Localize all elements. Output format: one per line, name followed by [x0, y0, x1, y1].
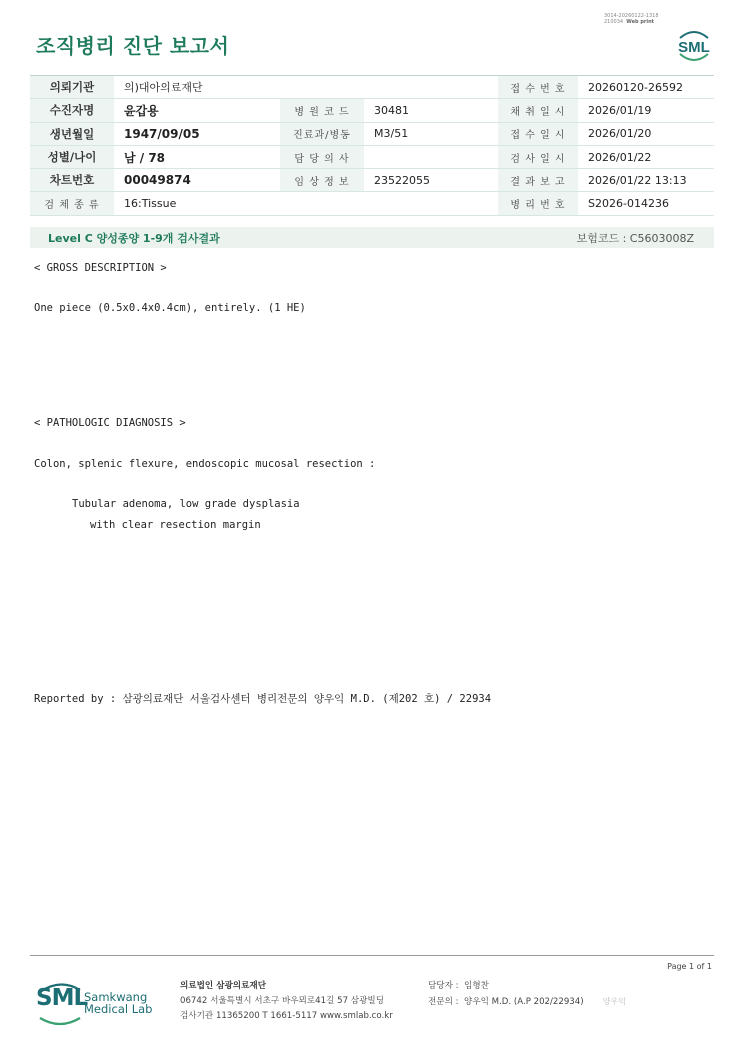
diagnosis-line2: with clear resection margin: [90, 519, 261, 531]
info-label: 검 체 종 류: [30, 192, 114, 215]
info-label: 차트번호: [30, 169, 114, 192]
info-label: [280, 192, 364, 215]
info-label: [280, 76, 364, 99]
info-value: [364, 192, 498, 215]
specialist-name: 양우익 M.D. (A.P 202/22934): [464, 997, 584, 1007]
info-value: 1947/09/05: [114, 122, 280, 145]
doc-code-line2: 210034: [604, 19, 624, 25]
info-label: 병 리 번 호: [498, 192, 578, 215]
web-print-label: Web print: [626, 19, 655, 25]
info-value: 2026/01/22: [578, 145, 714, 168]
info-value: 남 / 78: [114, 145, 280, 168]
specialist-signature: 양우익: [602, 997, 626, 1006]
specialist-label: 전문의 :: [428, 997, 459, 1007]
info-label: 의뢰기관: [30, 76, 114, 99]
info-row: [30, 122, 714, 145]
info-value: [364, 76, 498, 99]
info-value: 2026/01/19: [578, 99, 714, 122]
info-label: 성별/나이: [30, 145, 114, 168]
logo-subtitle: [84, 991, 152, 1015]
info-value: 윤갑용: [114, 99, 280, 122]
info-label: 수진자명: [30, 99, 114, 122]
info-value: S2026-014236: [578, 192, 714, 215]
logo-top-text: SML: [678, 39, 710, 56]
logo-sub-line1: Samkwang: [84, 990, 148, 1004]
footer-org-info: [180, 979, 393, 1024]
info-value: 00049874: [114, 169, 280, 192]
info-row: [30, 192, 714, 215]
sml-logo-bottom: [36, 980, 166, 1028]
info-label: 병 원 코 드: [280, 99, 364, 122]
diagnosis-heading: < PATHOLOGIC DIAGNOSIS >: [34, 417, 186, 429]
gross-heading: < GROSS DESCRIPTION >: [34, 262, 167, 274]
info-value: M3/51: [364, 122, 498, 145]
manager-name: 임형찬: [464, 981, 489, 991]
info-label: 임 상 정 보: [280, 169, 364, 192]
info-row: [30, 169, 714, 192]
patient-info-table: [30, 75, 714, 216]
info-value: 2026/01/22 13:13: [578, 169, 714, 192]
test-level-label: Level C 양성종양 1-9개 검사결과: [48, 231, 220, 245]
manager-label: 담당자 :: [428, 981, 459, 991]
logo-sub-line2: Medical Lab: [84, 1002, 153, 1016]
gross-text: One piece (0.5x0.4x0.4cm), entirely. (1 HE): [34, 302, 306, 314]
info-value: 30481: [364, 99, 498, 122]
diagnosis-site: Colon, splenic flexure, endoscopic mucosal resection :: [34, 458, 376, 470]
footer-divider: [30, 955, 714, 956]
sml-logo-icon: [674, 26, 714, 64]
insurance-code: 보험코드 : C5603008Z: [576, 231, 694, 245]
info-label: 채 취 일 시: [498, 99, 578, 122]
footer-staff-info: [428, 979, 626, 1010]
info-value: 23522055: [364, 169, 498, 192]
info-value: [364, 145, 498, 168]
info-row: [30, 76, 714, 99]
info-value: 의)대아의료재단: [114, 76, 280, 99]
diagnosis-line1: Tubular adenoma, low grade dysplasia: [72, 498, 300, 510]
info-value: 16:Tissue: [114, 192, 280, 215]
report-title: 조직병리 진단 보고서: [36, 34, 230, 58]
info-label: 진료과/병동: [280, 122, 364, 145]
info-label: 생년월일: [30, 122, 114, 145]
sml-logo-top: [674, 26, 714, 64]
org-name: 의료법인 삼광의료재단: [180, 981, 267, 991]
org-address: 06742 서울특별시 서초구 바우뫼로41길 57 삼광빌딩: [180, 996, 384, 1006]
info-value: 2026/01/20: [578, 122, 714, 145]
logo-bottom-text: SML: [36, 985, 88, 1011]
page-number: Page 1 of 1: [667, 962, 712, 971]
info-label: 결 과 보 고: [498, 169, 578, 192]
info-value: 20260120-26592: [578, 76, 714, 99]
document-code: [604, 13, 684, 25]
info-row: [30, 99, 714, 122]
test-result-banner: [30, 227, 714, 248]
info-label: 담 당 의 사: [280, 145, 364, 168]
doc-code-line1: 3014-20260122-1318: [604, 13, 659, 19]
info-label: 접 수 일 시: [498, 122, 578, 145]
info-label: 접 수 번 호: [498, 76, 578, 99]
org-contact: 검사기관 11365200 T 1661-5117 www.smlab.co.kr: [180, 1011, 393, 1021]
info-label: 검 사 일 시: [498, 145, 578, 168]
info-row: [30, 145, 714, 168]
reported-by: Reported by : 삼광의료재단 서울검사센터 병리전문의 양우익 M.D. (제202 호) / 22934: [34, 693, 492, 705]
